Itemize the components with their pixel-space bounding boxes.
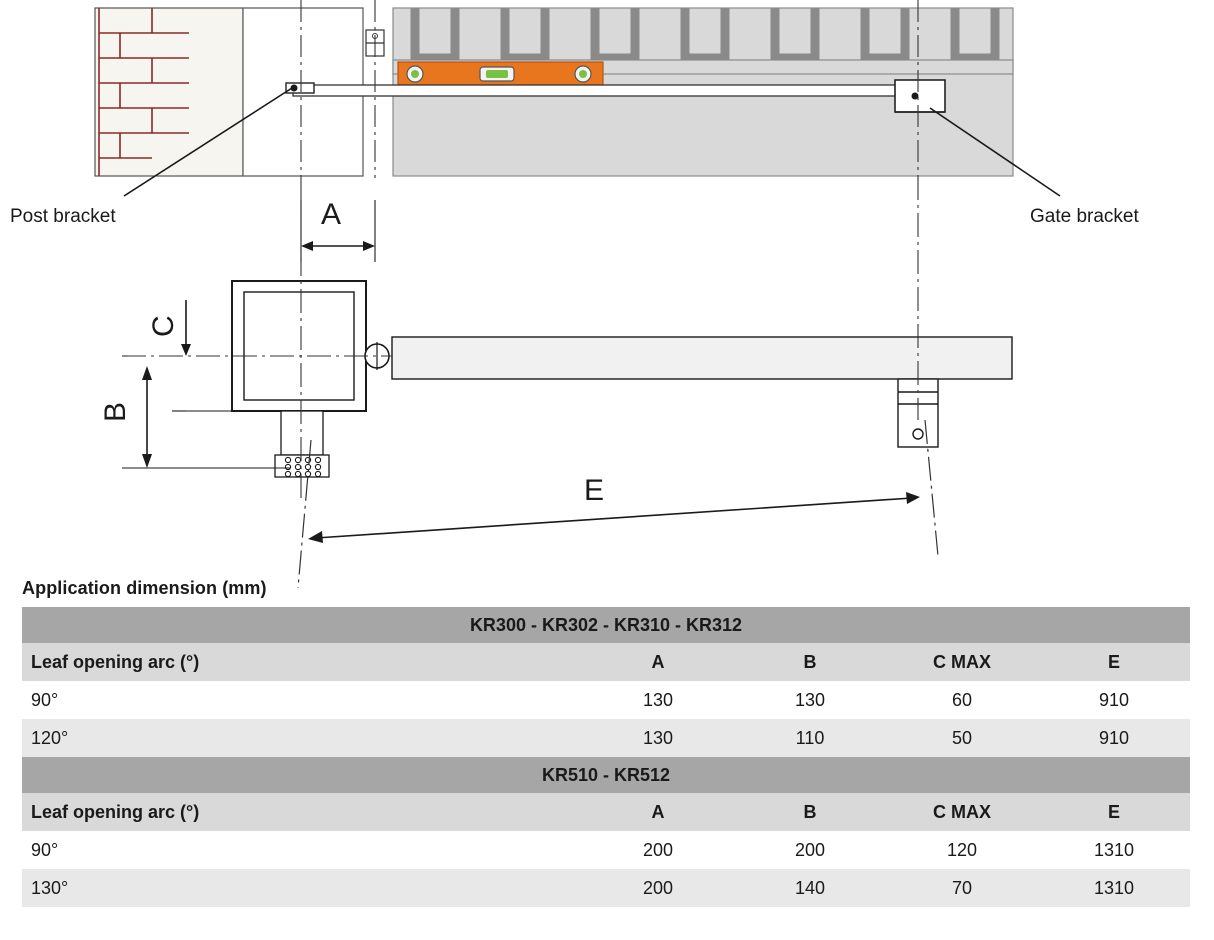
cell-c-max: 60: [886, 681, 1038, 719]
cell-a: 200: [582, 831, 734, 869]
motor-body-inner: [244, 292, 354, 400]
gate-bracket-label: Gate bracket: [1030, 206, 1139, 227]
cell-e: 1310: [1038, 831, 1190, 869]
group-title: KR510 - KR512: [22, 757, 1190, 793]
gate-bracket-top-view: [895, 80, 945, 112]
table-group-header-row: [22, 607, 1190, 643]
cell-b: 110: [734, 719, 886, 757]
table-row: [22, 869, 1190, 907]
row-label: 90°: [22, 831, 582, 869]
application-dimension-section: [22, 578, 1192, 907]
cell-b: 130: [734, 681, 886, 719]
col-header-b: B: [734, 643, 886, 681]
dimension-arrow-e: [308, 492, 920, 543]
post-bracket-top-view: [286, 83, 314, 93]
col-header-e: E: [1038, 643, 1190, 681]
cell-e: 910: [1038, 681, 1190, 719]
cell-c-max: 70: [886, 869, 1038, 907]
dimension-label-b: B: [99, 401, 132, 422]
post-bracket-label: Post bracket: [10, 206, 116, 227]
dimension-label-e: E: [584, 474, 605, 507]
cell-a: 200: [582, 869, 734, 907]
cell-b: 140: [734, 869, 886, 907]
table-row: [22, 719, 1190, 757]
application-dimension-table: [22, 607, 1190, 907]
dimension-arrow-c: [181, 300, 191, 356]
row-label: 130°: [22, 869, 582, 907]
row-label: 120°: [22, 719, 582, 757]
dimension-label-a: A: [321, 198, 342, 231]
col-header-b: B: [734, 793, 886, 831]
table-row: [22, 831, 1190, 869]
dimension-arrow-b: [142, 366, 152, 468]
cell-c-max: 50: [886, 719, 1038, 757]
spirit-level-tool: [398, 62, 603, 86]
cell-e: 910: [1038, 719, 1190, 757]
col-header-c-max: C MAX: [886, 643, 1038, 681]
operator-arm-plan: [392, 337, 1012, 379]
row-label: 90°: [22, 681, 582, 719]
col-header-leaf-opening: Leaf opening arc (°): [22, 793, 582, 831]
cell-a: 130: [582, 719, 734, 757]
table-group-header-row: [22, 757, 1190, 793]
col-header-a: A: [582, 643, 734, 681]
group-title: KR300 - KR302 - KR310 - KR312: [22, 607, 1190, 643]
table-column-header-row: [22, 793, 1190, 831]
cell-a: 130: [582, 681, 734, 719]
col-header-c-max: C MAX: [886, 793, 1038, 831]
cell-b: 200: [734, 831, 886, 869]
operator-arm-top-view: [293, 85, 918, 96]
dimension-label-c: C: [147, 315, 180, 337]
dimension-arrow-a: [301, 241, 375, 251]
col-header-leaf-opening: Leaf opening arc (°): [22, 643, 582, 681]
cell-c-max: 120: [886, 831, 1038, 869]
col-header-e: E: [1038, 793, 1190, 831]
table-column-header-row: [22, 643, 1190, 681]
col-header-a: A: [582, 793, 734, 831]
cell-e: 1310: [1038, 869, 1190, 907]
table-caption: Application dimension (mm): [22, 578, 267, 598]
table-row: [22, 681, 1190, 719]
